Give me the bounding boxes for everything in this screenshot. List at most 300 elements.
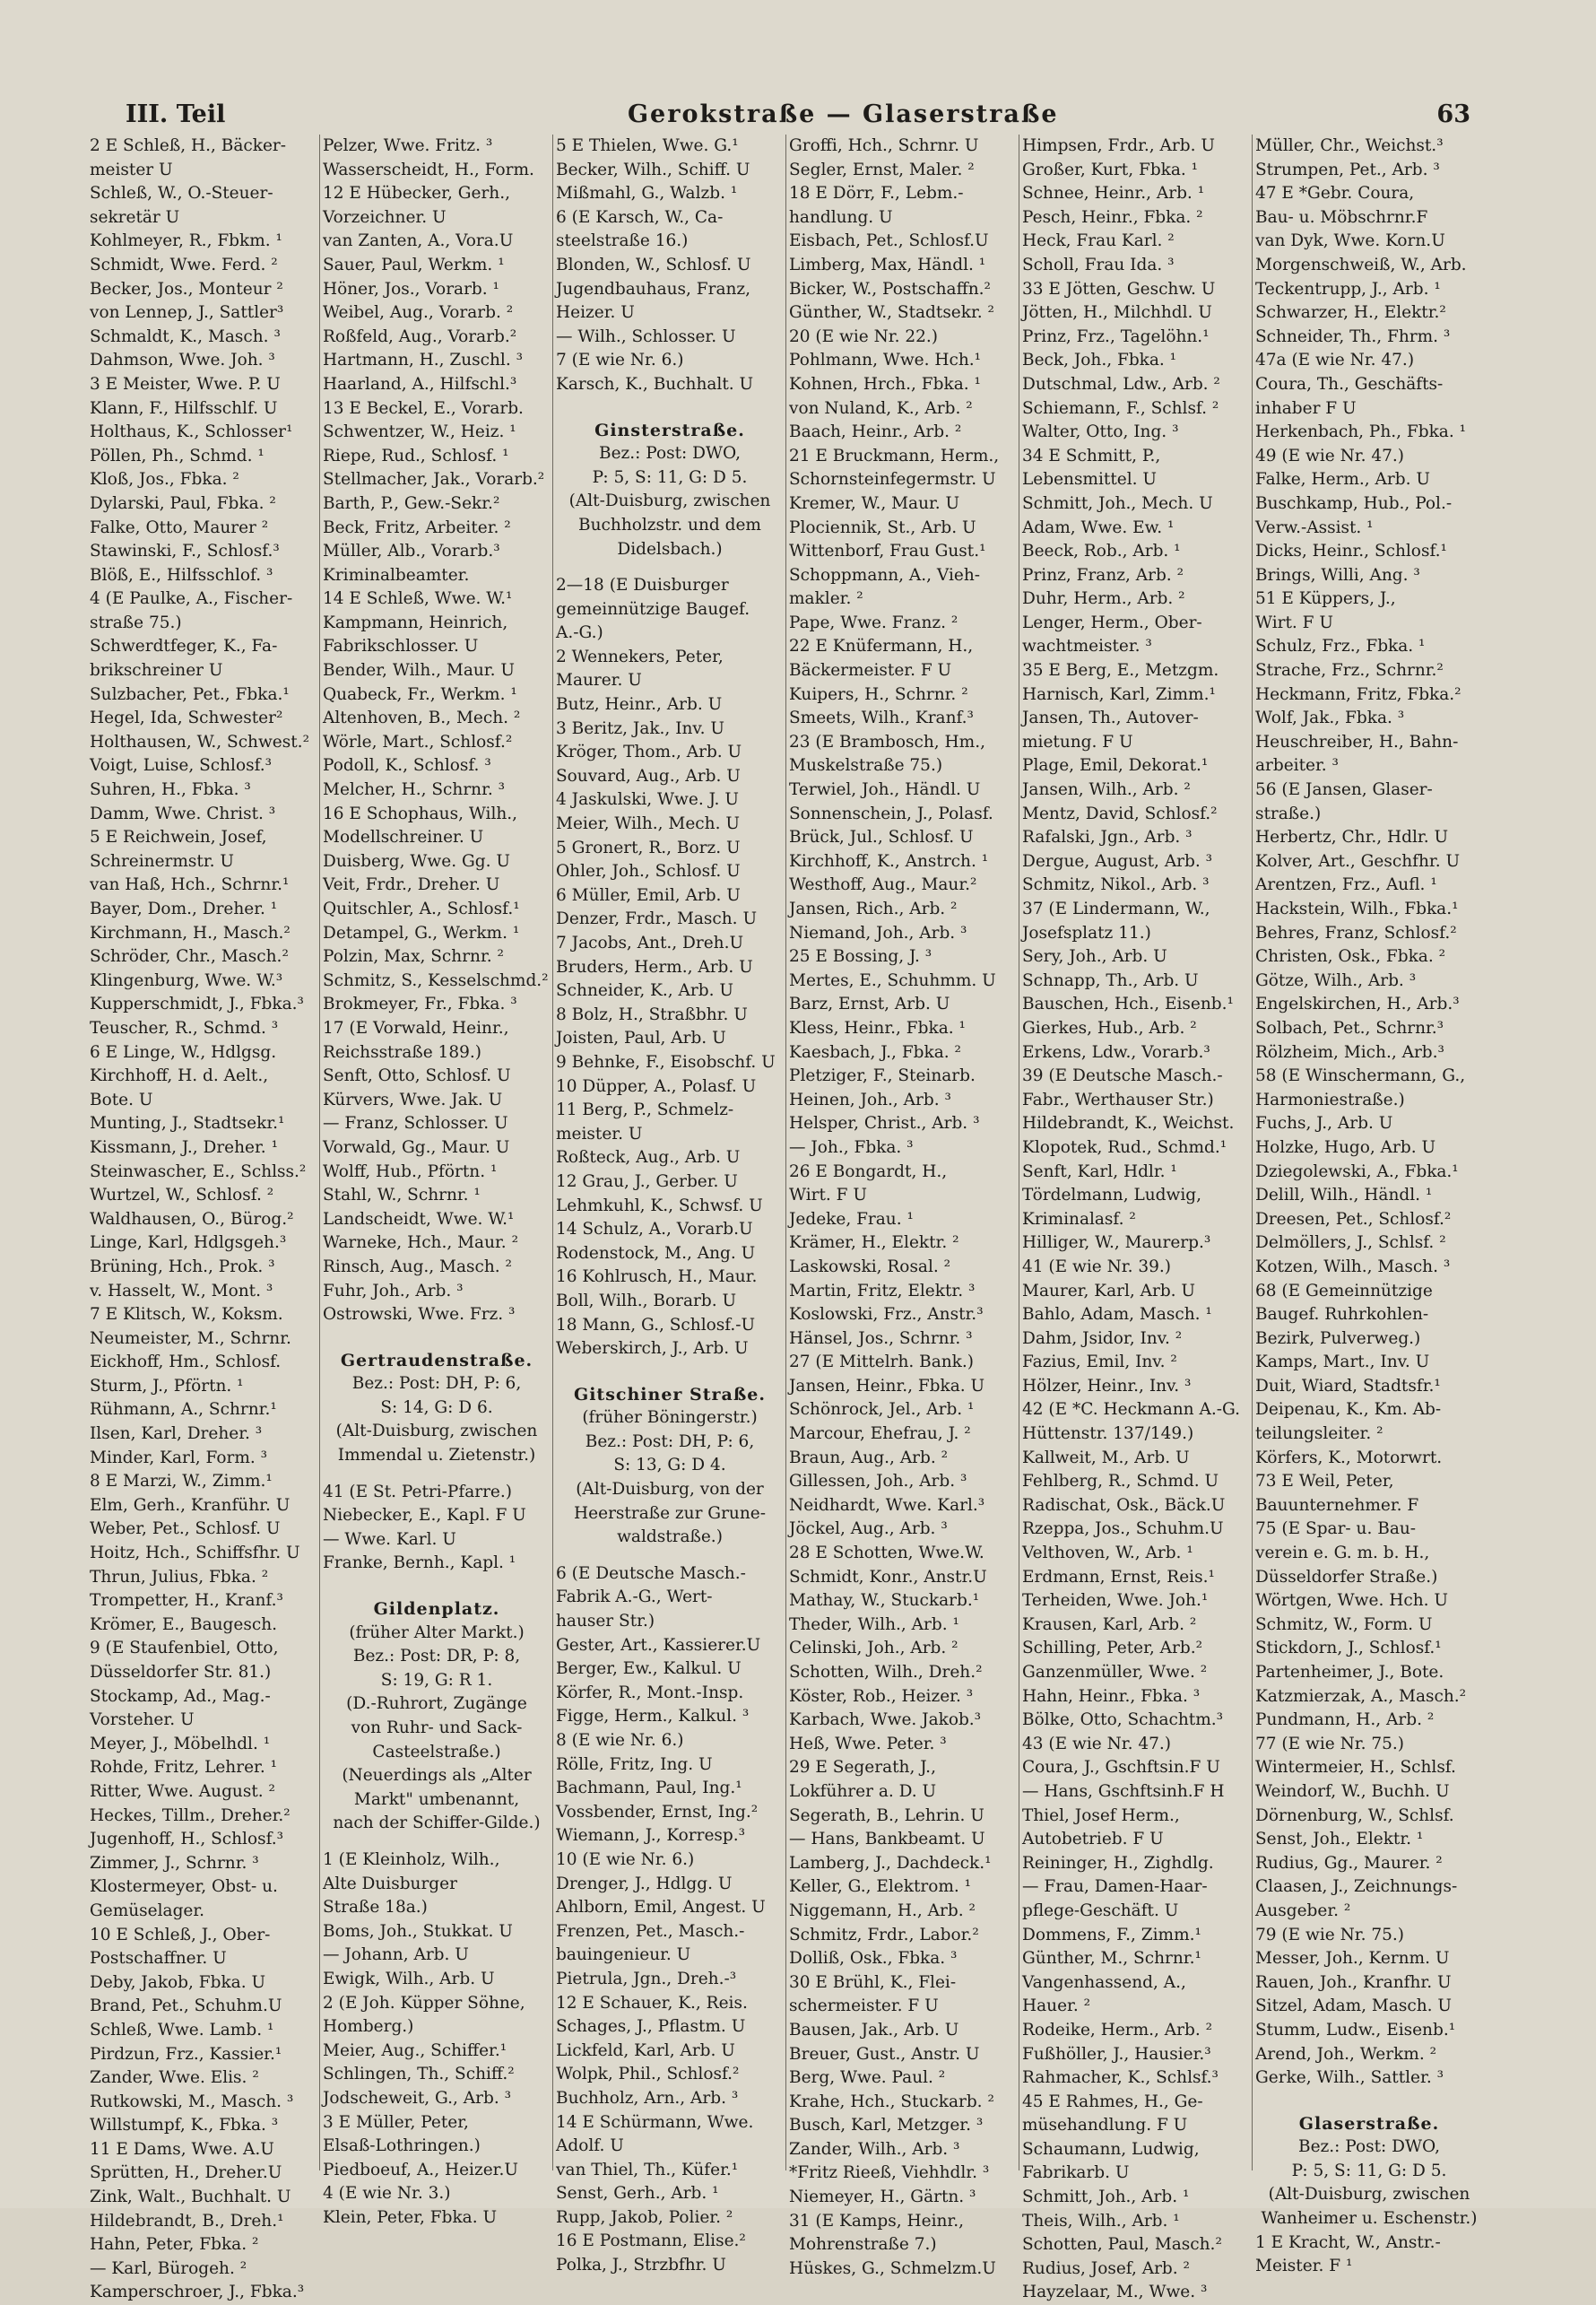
street-info: (Alt-Duisburg, von der [576,1480,764,1500]
directory-entry: 77 (E wie Nr. 75.) [1255,1734,1405,1753]
directory-entry: Meier, Wilh., Mech. U [556,814,740,834]
directory-entry: Quitschler, A., Schlosf.¹ [323,900,520,918]
directory-entry: Pöllen, Ph., Schmd. ¹ [90,446,265,465]
directory-entry: Dommens, F., Zimm.¹ [1022,1925,1201,1944]
directory-entry: Landscheidt, Wwe. W.¹ [323,1209,515,1229]
directory-entry: Behres, Franz, Schlosf.² [1255,923,1457,943]
directory-entry: Hackstein, Wilh., Fbka.¹ [1255,900,1459,918]
directory-entry: Fuchs, J., Arb. U [1255,1114,1393,1134]
section-label: III. Teil [126,100,226,128]
directory-entry: Linge, Karl, Hdlgsgeh.³ [90,1233,287,1253]
directory-entry: Waldhausen, O., Bürog.² [90,1209,294,1229]
directory-entry: Krämer, H., Elektr. ² [789,1233,959,1253]
directory-entry: van Thiel, Th., Küfer.¹ [556,2160,739,2179]
directory-entry: 2—18 (E Duisburger [556,576,729,596]
directory-entry: Hüskes, G., Schmelzm.U [789,2258,996,2278]
directory-entry: Plociennik, St., Arb. U [789,518,976,537]
directory-entry: Tördelmann, Ludwig, [1022,1186,1201,1205]
directory-entry: Schotten, Wilh., Dreh.² [789,1663,983,1682]
directory-entry: Kloß, Jos., Fbka. ² [90,470,239,490]
directory-entry: van Zanten, A., Vora.U [323,231,514,251]
directory-entry: Mertes, E., Schuhmm. U [789,970,996,990]
directory-entry: Munting, J., Stadtsekr.¹ [90,1114,285,1134]
directory-entry: 9 Behnke, F., Eisobschf. U [556,1052,776,1072]
column-4 [787,135,1019,2278]
directory-entry: Klein, Peter, Fbka. U [323,2207,498,2227]
directory-entry: 3 Beritz, Jak., Inv. U [556,718,725,738]
street-info: (früher Alter Markt.) [349,1622,525,1642]
directory-entry: Heckmann, Fritz, Fbka.² [1255,684,1462,704]
directory-entry: Brück, Jul., Schlosf. U [789,828,974,848]
directory-entry: Jöckel, Aug., Arb. ³ [789,1519,948,1539]
directory-entry: müsehandlung. F U [1022,2116,1188,2135]
directory-entry: Günther, W., Stadtsekr. ² [789,303,994,323]
directory-entry: Pesch, Heinr., Fbka. ² [1022,207,1203,227]
directory-entry: Schreinermstr. U [90,851,234,871]
spacer [321,1468,552,1481]
directory-entry: Bausen, Jak., Arb. U [789,2020,959,2040]
directory-entry: Kohlmeyer, R., Fbkm. ¹ [90,231,282,251]
directory-entry: 11 E Dams, Wwe. A.U [90,2139,274,2159]
directory-entry: Modellschreiner. U [323,828,484,848]
directory-entry: 8 E Marzi, W., Zimm.¹ [90,1472,273,1492]
directory-entry: Karsch, K., Buchhalt. U [556,374,754,394]
directory-entry: Jodscheweit, G., Arb. ³ [323,2088,511,2108]
directory-entry: Jötten, H., Milchhdl. U [1022,303,1212,323]
directory-entry: mietung. F U [1022,732,1133,752]
directory-entry: — Frau, Damen-Haar- [1022,1877,1208,1897]
directory-entry: Harnisch, Karl, Zimm.¹ [1022,684,1216,704]
directory-entry: handlung. U [789,207,893,227]
directory-entry: Delmöllers, J., Schlsf. ² [1255,1233,1446,1253]
street-heading: Glaserstraße. [1298,2113,1440,2134]
page-number: 63 [1436,100,1470,128]
directory-entry: von Nuland, K., Arb. ² [789,398,973,418]
directory-entry: Kürvers, Wwe. Jak. U [323,1090,503,1109]
directory-entry: Reininger, H., Zighdlg. [1022,1853,1214,1873]
directory-entry: Schönrock, Jel., Arb. ¹ [789,1400,975,1420]
directory-entry: 2 Wennekers, Peter, [556,647,724,666]
directory-entry: Weber, Pet., Schlosf. U [90,1519,281,1539]
directory-entry: Walter, Otto, Ing. ³ [1022,422,1179,442]
directory-entry: pflege-Geschäft. U [1022,1901,1179,1920]
directory-entry: Gillessen, Joh., Arb. ³ [789,1472,967,1492]
directory-entry: Dörnenburg, W., Schlsf. [1255,1805,1454,1825]
directory-entry: 9 (E Staufenbiel, Otto, [90,1639,279,1658]
directory-entry: Schmitz, Frdr., Labor.² [789,1925,979,1944]
directory-entry: Dziegolewski, A., Fbka.¹ [1255,1161,1459,1181]
directory-entry: Höner, Jos., Vorarb. ¹ [323,279,499,299]
directory-entry: inhaber F U [1255,398,1357,418]
street-info: Bez.: Post: DWO, [599,444,741,464]
directory-entry: Velthoven, W., Arb. ¹ [1022,1544,1193,1563]
directory-entry: 8 (E wie Nr. 6.) [556,1731,684,1750]
directory-entry: Gester, Art., Kassierer.U [556,1635,761,1655]
directory-entry: 35 E Berg, E., Metzgm. [1022,661,1219,681]
directory-entry: Figge, Herm., Kalkul. ³ [556,1707,750,1727]
directory-entry: Dahmson, Wwe. Joh. ³ [90,351,275,370]
directory-entry: Katzmierzak, A., Masch.² [1255,1686,1467,1706]
directory-entry: Eickhoff, Hm., Schlosf. [90,1353,282,1372]
directory-entry: Schmaldt, K., Masch. ³ [90,326,281,346]
directory-entry: Ohler, Joh., Schlosf. U [556,862,741,882]
directory-entry: Hoitz, Hch., Schiffsfhr. U [90,1544,300,1563]
directory-entry: Wolpk, Phil., Schlosf.² [556,2065,740,2084]
directory-entry: 6 (E Deutsche Masch.- [556,1563,746,1583]
directory-entry: Laskowski, Rosal. ² [789,1257,951,1276]
directory-entry: Barth, P., Gew.-Sekr.² [323,493,500,513]
directory-entry: 14 E Schürmann, Wwe. [556,2112,754,2132]
directory-entry: Kallweit, M., Arb. U [1022,1448,1190,1467]
directory-entry: Gierkes, Hub., Arb. ² [1022,1018,1197,1038]
directory-entry: Voigt, Luise, Schlosf.³ [90,756,273,776]
directory-entry: Ewigk, Wilh., Arb. U [323,1969,495,1988]
directory-entry: straße.) [1255,804,1322,823]
directory-entry: Ganzenmüller, Wwe. ² [1022,1663,1208,1682]
directory-entry: Körfer, R., Mont.-Insp. [556,1683,744,1702]
directory-entry: Kolver, Art., Geschfhr. U [1255,851,1461,871]
directory-entry: Duisberg, Wwe. Gg. U [323,851,510,871]
directory-entry: A.-G.) [556,623,603,643]
directory-entry: Rupp, Jakob, Polier. ² [556,2207,733,2227]
directory-entry: Maurer. U [556,671,642,691]
directory-entry: 5 E Reichwein, Josef, [90,828,267,848]
directory-entry: Stumm, Ludw., Eisenb.¹ [1255,2020,1456,2040]
page-header [126,100,1470,136]
directory-entry: Schneider, K., Arb. U [556,981,733,1001]
directory-entry: arbeiter. ³ [1255,756,1339,776]
street-heading: Gertraudenstraße. [340,1350,533,1370]
directory-entry: Mißmahl, G., Walzb. ¹ [556,184,738,204]
directory-entry: Schwentzer, W., Heiz. ¹ [323,422,516,442]
directory-entry: Rauen, Joh., Kranfhr. U [1255,1972,1452,1992]
directory-entry: Kless, Heinr., Fbka. ¹ [789,1018,966,1038]
directory-entry: Zimmer, J., Schrnr. ³ [90,1853,259,1873]
directory-entry: Teckentrupp, J., Arb. ¹ [1255,279,1441,299]
directory-entry: Himpsen, Frdr., Arb. U [1022,136,1215,155]
directory-entry: Thrun, Julius, Fbka. ² [90,1567,269,1587]
directory-entry: Rölle, Fritz, Ing. U [556,1754,713,1774]
directory-entry: Harmoniestraße.) [1255,1090,1405,1109]
directory-entry: Heuschreiber, H., Bahn- [1255,732,1459,752]
directory-entry: Weindorf, W., Buchh. U [1255,1781,1450,1801]
directory-entry: Kröger, Thom., Arb. U [556,743,742,762]
directory-entry: 79 (E wie Nr. 75.) [1255,1925,1405,1944]
directory-entry: Hüttenstr. 137/149.) [1022,1424,1194,1444]
directory-entry: Lickfeld, Karl, Arb. U [556,2040,735,2060]
directory-entry: Schmidt, Konr., Anstr.U [789,1567,987,1587]
directory-entry: Jansen, Th., Autover- [1022,709,1199,728]
directory-entry: 49 (E wie Nr. 47.) [1255,446,1405,465]
directory-entry: 10 Düpper, A., Polasf. U [556,1076,757,1096]
directory-entry: Jugenhoff, H., Schlosf.³ [90,1830,284,1849]
directory-entry: Gerke, Wilh., Sattler. ³ [1255,2068,1444,2088]
directory-entry: Jansen, Wilh., Arb. ² [1022,780,1191,800]
directory-entry: — Franz, Schlosser. U [323,1114,508,1134]
street-info: Buchholzstr. und dem [578,515,761,535]
directory-entry: Schulz, Frz., Fbka. ¹ [1255,637,1426,657]
directory-entry: Fabrikschlosser. U [323,637,479,657]
directory-entry: Suhren, H., Fbka. ³ [90,780,251,800]
directory-entry: Bölke, Otto, Schachtm.³ [1022,1710,1224,1730]
directory-entry: 68 (E Gemeinnützige [1255,1281,1433,1300]
directory-entry: 6 Müller, Emil, Arb. U [556,885,741,905]
directory-entry: 41 (E wie Nr. 39.) [1022,1257,1172,1276]
directory-entry: Rodeike, Herm., Arb. ² [1022,2020,1213,2040]
directory-entry: Wirt. F U [789,1186,867,1205]
directory-entry: Kampmann, Heinrich, [323,613,508,632]
directory-entry: Pletziger, F., Steinarb. [789,1066,976,1086]
directory-entry: Kamperschroer, J., Fbka.³ [90,2283,305,2302]
street-info: Immendal u. Zietenstr.) [337,1446,536,1466]
directory-entry: Zander, Wilh., Arb. ³ [789,2139,960,2159]
directory-entry: Kissmann, J., Dreher. ¹ [90,1137,278,1157]
directory-entry: Schnee, Heinr., Arb. ¹ [1022,184,1205,204]
directory-entry: Willstumpf, K., Fbka. ³ [90,2116,279,2135]
directory-entry: brikschreiner U [90,661,223,681]
directory-entry: 39 (E Deutsche Masch.- [1022,1066,1223,1086]
directory-entry: 8 Bolz, H., Straßbhr. U [556,1005,748,1024]
directory-entry: Postschaffner. U [90,1949,227,1969]
street-info: Casteelstraße.) [372,1742,501,1761]
column-6 [1253,135,1485,2276]
directory-entry: Vorsteher. U [90,1710,195,1730]
directory-entry: Meister. F ¹ [1255,2257,1353,2276]
street-info: Didelsbach.) [617,539,723,559]
directory-entry: Müller, Alb., Vorarb.³ [323,542,500,561]
directory-entry: Hildebrandt, K., Weichst. [1022,1114,1235,1134]
directory-entry: Niggemann, H., Arb. ² [789,1901,976,1920]
directory-entry: 51 E Küppers, J., [1255,589,1396,609]
directory-entry: Kuipers, H., Schrnr. ² [789,684,968,704]
directory-entry: Falke, Otto, Maurer ² [90,518,269,537]
directory-entry: Segerath, B., Lehrin. U [789,1805,984,1825]
directory-entry: Körfers, K., Motorwrt. [1255,1448,1443,1467]
directory-entry: Schoppmann, A., Vieh- [789,565,981,585]
directory-entry: Fabrikarb. U [1022,2163,1130,2183]
directory-entry: v. Hasselt, W., Mont. ³ [90,1281,273,1300]
directory-entry: meister. U [556,1124,643,1144]
directory-entry: Braun, Aug., Arb. ² [789,1448,949,1467]
street-heading: Ginsterstraße. [594,420,745,440]
directory-entry: Elm, Gerh., Kranführ. U [90,1495,291,1515]
directory-entry: Marcour, Ehefrau, J. ² [789,1424,971,1444]
directory-entry: Heß, Wwe. Peter. ³ [789,1734,947,1753]
directory-entry: Lokführer a. D. U [789,1781,937,1801]
directory-entry: — Hans, Gschftsinh.F H [1022,1781,1225,1801]
directory-entry: Sonnenschein, J., Polasf. [789,804,993,823]
directory-entry: 28 E Schotten, Wwe.W. [789,1544,984,1563]
directory-entry: Martin, Fritz, Elektr. ³ [789,1281,976,1300]
directory-entry: Quabeck, Fr., Werkm. ¹ [323,684,517,704]
directory-entry: Christen, Osk., Fbka. ² [1255,947,1445,967]
directory-entry: Schlingen, Th., Schiff.² [323,2065,515,2084]
street-info: (Alt-Duisburg, zwischen [568,491,771,511]
directory-entry: hauser Str.) [556,1612,655,1631]
directory-entry: Strumpen, Pet., Arb. ³ [1255,160,1440,179]
directory-entry: Schleß, Wwe. Lamb. ¹ [90,2020,274,2040]
directory-entry: Berger, Ew., Kalkul. U [556,1659,742,1679]
directory-entry: Baach, Heinr., Arb. ² [789,422,962,442]
directory-entry: 26 E Bongardt, H., [789,1161,948,1181]
directory-entry: Frenzen, Pet., Masch.- [556,1921,745,1941]
directory-entry: schermeister. F U [789,1996,939,2016]
directory-entry: Pape, Wwe. Franz. ² [789,613,958,632]
directory-entry: Niemeyer, H., Gärtn. ³ [789,2188,976,2207]
directory-entry: van Dyk, Wwe. Korn.U [1255,231,1445,251]
directory-entry: Jansen, Rich., Arb. ² [789,900,958,918]
directory-entry: 4 (E wie Nr. 3.) [323,2184,451,2204]
directory-entry: Barz, Ernst, Arb. U [789,995,950,1014]
directory-entry: Bayer, Dom., Dreher. ¹ [90,900,278,918]
directory-entry: Senst, Joh., Elektr. ¹ [1255,1830,1424,1849]
directory-entry: 11 Berg, P., Schmelz- [556,1100,734,1120]
directory-entry: Kupperschmidt, J., Fbka.³ [90,995,304,1014]
directory-entry: Alte Duisburger [323,1874,457,1893]
directory-entry: — Wilh., Schlosser. U [556,326,736,346]
directory-entry: Dolliß, Osk., Fbka. ³ [789,1949,958,1969]
directory-entry: 14 Schulz, A., Vorarb.U [556,1220,753,1239]
directory-entry: Warneke, Hch., Maur. ² [323,1233,518,1253]
directory-entry: meister U [90,160,173,179]
directory-entry: Mathay, W., Stuckarb.¹ [789,1591,980,1611]
directory-entry: Kirchmann, H., Masch.² [90,923,291,943]
directory-entry: 17 (E Vorwald, Heinr., [323,1018,509,1038]
spacer [554,561,785,574]
directory-entry: Fußhöller, J., Hausier.³ [1022,2044,1211,2064]
directory-entry: Kamps, Mart., Inv. U [1255,1353,1430,1372]
directory-entry: Gemüselager. [90,1901,205,1920]
directory-entry: Boms, Joh., Stukkat. U [323,1921,513,1941]
directory-entry: Mohrenstraße 7.) [789,2235,937,2255]
street-info: Bez.: Post: DH, P: 6, [351,1374,522,1394]
column-5 [1020,135,1253,2302]
spacer [321,1836,552,1848]
street-info: von Ruhr- und Sack- [351,1718,523,1737]
directory-entry: Altenhoven, B., Mech. ² [323,709,521,728]
directory-entry: *Fritz Rieeß, Viehhdlr. ³ [789,2163,990,2183]
directory-entry: Deby, Jakob, Fbka. U [90,1972,266,1992]
directory-entry: Ritter, Wwe. August. ² [90,1781,275,1801]
directory-entry: Karbach, Wwe. Jakob.³ [789,1710,982,1730]
directory-entry: Bender, Wilh., Maur. U [323,661,515,681]
directory-entry: 16 Kohlrusch, H., Maur. [556,1267,758,1287]
directory-entry: Piedboeuf, A., Heizer.U [323,2160,518,2179]
directory-entry: Steinwascher, E., Schlss.² [90,1161,307,1181]
directory-entry: Bauschen, Hch., Eisenb.¹ [1022,995,1234,1014]
directory-entry: sekretär U [90,207,180,227]
directory-entry: Rinsch, Aug., Masch. ² [323,1257,512,1276]
directory-entry: Bahlo, Adam, Masch. ¹ [1022,1305,1212,1325]
directory-entry: Schwerdtfeger, K., Fa- [90,637,278,657]
directory-entry: 16 E Postmann, Elise.² [556,2231,746,2251]
directory-entry: Wolff, Hub., Pförtn. ¹ [323,1161,498,1181]
directory-entry: verein e. G. m. b. H., [1255,1544,1430,1563]
street-info: Bez.: Post: DR, P: 8, [352,1647,521,1666]
directory-entry: Hänsel, Jos., Schrnr. ³ [789,1328,973,1348]
street-info: (D.-Ruhrort, Zugänge [346,1694,527,1714]
directory-entry: Adam, Wwe. Ew. ¹ [1022,518,1175,537]
directory-entry: Ilsen, Karl, Dreher. ³ [90,1424,263,1444]
directory-entry: Kaesbach, J., Fbka. ² [789,1042,961,1062]
directory-entry: 42 (E *C. Heckmann A.-G. [1022,1400,1240,1420]
directory-entry: Vorwald, Gg., Maur. U [323,1137,510,1157]
directory-entry: Scholl, Frau Ida. ³ [1022,255,1175,274]
directory-entry: Kotzen, Wilh., Masch. ³ [1255,1257,1451,1276]
directory-entry: Bachmann, Paul, Ing.¹ [556,1779,742,1798]
directory-entry: Trompetter, H., Kranf.³ [90,1591,283,1611]
column-3 [554,135,786,2275]
directory-entry: Messer, Joh., Kernm. U [1255,1949,1450,1969]
directory-entry: Schneider, Th., Fhrm. ³ [1255,326,1451,346]
directory-entry: Hilliger, W., Maurerp.³ [1022,1233,1211,1253]
directory-entry: 4 (E Paulke, A., Fischer- [90,589,293,609]
directory-entry: 6 E Linge, W., Hdlgsg. [90,1042,277,1062]
directory-entry: Zander, Wwe. Elis. ² [90,2068,259,2088]
directory-entry: 31 (E Kamps, Heinr., [789,2211,964,2231]
directory-entry: Stickdorn, J., Schlosf.¹ [1255,1639,1442,1658]
directory-entry: Kirchhoff, H. d. Aelt., [90,1066,269,1086]
directory-entry: Stahl, W., Schrnr. ¹ [323,1186,481,1205]
directory-entry: Ausgeber. ² [1255,1901,1351,1920]
directory-entry: Kriminalasf. ² [1022,1209,1136,1229]
directory-entry: Sitzel, Adam, Masch. U [1255,1996,1453,2016]
directory-entry: 25 E Bossing, J. ³ [789,947,932,967]
directory-entry: Theis, Wilh., Arb. ¹ [1022,2211,1180,2231]
directory-entry: Denzer, Frdr., Masch. U [556,909,758,929]
directory-entry: 30 E Brühl, K., Flei- [789,1972,957,1992]
directory-entry: Rodenstock, M., Ang. U [556,1243,756,1263]
directory-entry: Pietrula, Jgn., Dreh.-³ [556,1969,737,1988]
directory-entry: Dergue, August, Arb. ³ [1022,851,1213,871]
directory-entry: 4 Jaskulski, Wwe. J. U [556,790,739,810]
directory-entry: 34 E Schmitt, P., [1022,446,1161,465]
directory-entry: 7 E Klitsch, W., Koksm. [90,1305,283,1325]
directory-entry: Hildebrandt, B., Dreh.¹ [90,2211,284,2231]
directory-entry: Ahlborn, Emil, Angest. U [556,1898,766,1918]
directory-entry: Terwiel, Joh., Händl. U [789,780,981,800]
directory-entry: 3 E Meister, Wwe. P. U [90,374,281,394]
directory-entry: Schotten, Paul, Masch.² [1022,2235,1222,2255]
directory-entry: bauingenieur. U [556,1945,691,1965]
spacer [321,1576,552,1588]
directory-entry: 2 (E Joh. Küpper Söhne, [323,1993,525,2013]
street-heading: Gitschiner Straße. [573,1384,766,1405]
directory-entry: Hegel, Ida, Schwester² [90,709,283,728]
directory-entry: Jugendbauhaus, Franz, [556,279,751,299]
street-info: nach der Schiffer-Gilde.) [333,1814,541,1833]
directory-entry: Meier, Aug., Schiffer.¹ [323,2040,507,2060]
directory-entry: Plage, Emil, Dekorat.¹ [1022,756,1209,776]
directory-entry: Schaumann, Ludwig, [1022,2139,1200,2159]
directory-entry: Brüning, Hch., Prok. ³ [90,1257,275,1276]
directory-entry: Schmitt, Joh., Mech. U [1022,493,1213,513]
directory-entry: Partenheimer, J., Bote. [1255,1663,1444,1682]
directory-entry: Groffi, Hch., Schrnr. U [789,136,979,155]
directory-entry: Senft, Karl, Hdlr. ¹ [1022,1161,1177,1181]
directory-entry: Fazius, Emil, Inv. ² [1022,1353,1177,1372]
spacer [1253,2091,1485,2103]
directory-entry: Klostermeyer, Obst- u. [90,1877,278,1897]
directory-entry: Zink, Walt., Buchhalt. U [90,2188,291,2207]
directory-entry: 20 (E wie Nr. 22.) [789,326,939,346]
directory-entry: van Haß, Hch., Schrnr.¹ [90,875,290,895]
directory-entry: Schmitz, Nikol., Arb. ³ [1022,875,1210,895]
directory-entry: Weberskirch, J., Arb. U [556,1339,749,1359]
directory-entry: Elsaß-Lothringen.) [323,2136,481,2156]
directory-entry: 16 E Schophaus, Wilh., [323,804,518,823]
directory-entry: Holthausen, W., Schwest.² [90,732,309,752]
